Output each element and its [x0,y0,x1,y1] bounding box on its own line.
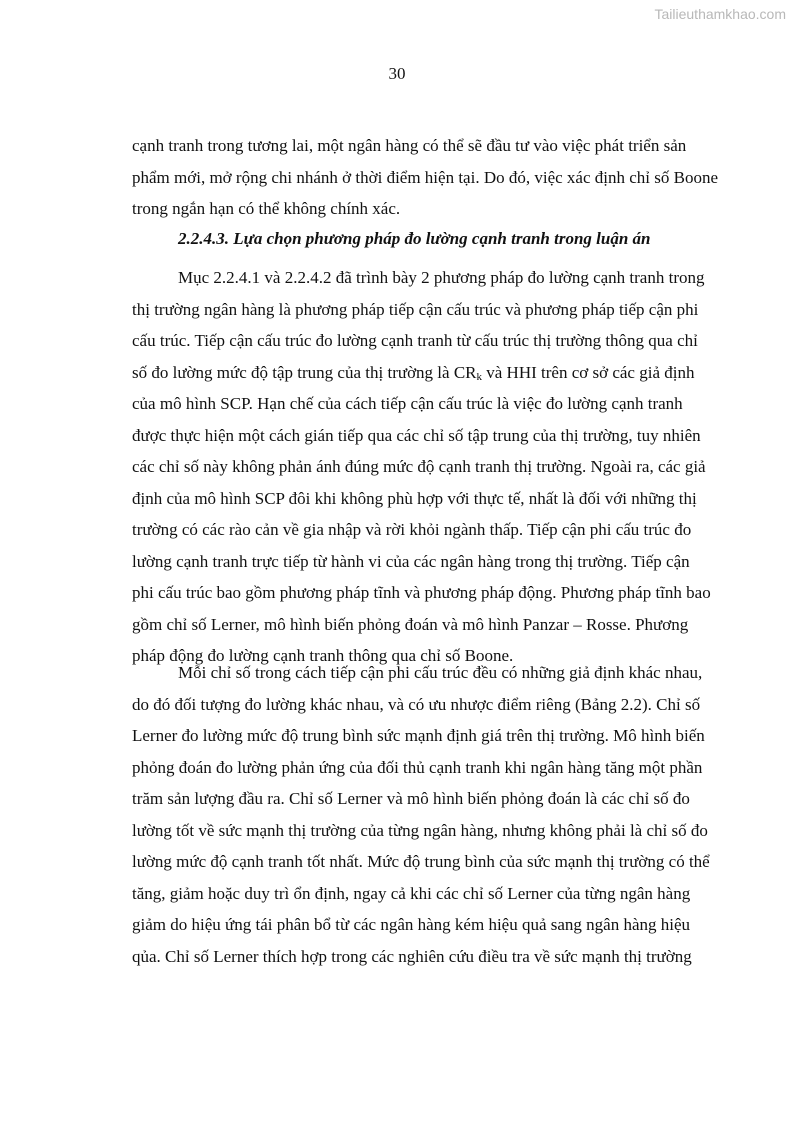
watermark: Tailieuthamkhao.com [654,6,786,22]
text-line: trường có các rào cản về gia nhập và rời khỏi ngành thấp. Tiếp cận phi cấu trúc đo [132,520,692,539]
page-number: 30 [388,64,406,83]
text-segment: số đo lường mức độ tập trung của thị trường là CR [132,362,477,382]
text-line: trăm sản lượng đầu ra. Chỉ số Lerner và mô hình biến phỏng đoán là các chỉ số đo [132,789,690,808]
text-segment: và HHI trên cơ sở các giả định [482,362,695,382]
text-line: tăng, giảm hoặc duy trì ổn định, ngay cả khi các chỉ số Lerner của từng ngân hàng [132,883,691,903]
text-line: lường tốt về sức mạnh thị trường của từng ngân hàng, nhưng không phải là chỉ số đo [132,820,708,840]
text-line: Mục 2.2.4.1 và 2.2.4.2 đã trình bày 2 phương pháp đo lường cạnh tranh trong [178,268,705,287]
text-line: qủa. Chỉ số Lerner thích hợp trong các nghiên cứu điều tra về sức mạnh thị trường [132,946,692,966]
text-line: được thực hiện một cách gián tiếp qua các chỉ số tập trung của thị trường, tuy nhiên [132,425,701,445]
text-line: giảm do hiệu ứng tái phân bổ từ các ngân hàng kém hiệu quả sang ngân hàng hiệu [132,915,691,934]
text-line: phẩm mới, mở rộng chi nhánh ở thời điểm hiện tại. Do đó, việc xác định chỉ số Boone [132,167,718,187]
text-line: cấu trúc. Tiếp cận cấu trúc đo lường cạnh tranh từ cấu trúc thị trường thông qua chỉ [132,331,698,350]
paragraph-indicators-comparison [132,657,710,972]
text-line: Lerner đo lường mức độ trung bình sức mạnh định giá trên thị trường. Mô hình biến [132,726,705,745]
text-line: gồm chỉ số Lerner, mô hình biến phỏng đoán và mô hình Panzar – Rosse. Phương [132,614,689,634]
paragraph-methods-overview [132,262,711,672]
paragraph-continuation [132,130,718,225]
text-line: lường mức độ cạnh tranh tốt nhất. Mức độ trung bình của sức mạnh thị trường có thể [132,852,710,871]
text-line: pháp động đo lường cạnh tranh thông qua chỉ số Boone. [132,646,514,665]
text-line: thị trường ngân hàng là phương pháp tiếp cận cấu trúc và phương pháp tiếp cận phi [132,299,699,319]
text-line: Mỗi chỉ số trong cách tiếp cận phi cấu trúc đều có những giả định khác nhau, [178,663,703,682]
text-line: định của mô hình SCP đôi khi không phù hợp với thực tế, nhất là đối với những thị [132,488,697,508]
text-line: phi cấu trúc bao gồm phương pháp tĩnh và phương pháp động. Phương pháp tĩnh bao [132,583,711,602]
text-line: lường cạnh tranh trực tiếp từ hành vi của các ngân hàng trong thị trường. Tiếp cận [132,551,690,571]
text-line: phỏng đoán đo lường phản ứng của đối thủ cạnh tranh khi ngân hàng tăng một phần [132,757,703,777]
section-heading: 2.2.4.3. Lựa chọn phương pháp đo lường cạnh tranh trong luận án [178,229,651,248]
subscript-k: k [476,370,482,383]
text-line: trong ngắn hạn có thể không chính xác. [132,199,401,218]
text-line: cạnh tranh trong tương lai, một ngân hàng có thể sẽ đầu tư vào việc phát triển sản [132,136,687,155]
text-line: do đó đối tượng đo lường khác nhau, và có ưu nhược điểm riêng (Bảng 2.2). Chỉ số [132,694,701,714]
text-line: của mô hình SCP. Hạn chế của cách tiếp cận cấu trúc là việc đo lường cạnh tranh [132,394,683,413]
text-line-with-subscript [132,357,695,389]
text-line: các chỉ số này không phản ánh đúng mức độ cạnh tranh thị trường. Ngoài ra, các giả [132,457,706,476]
